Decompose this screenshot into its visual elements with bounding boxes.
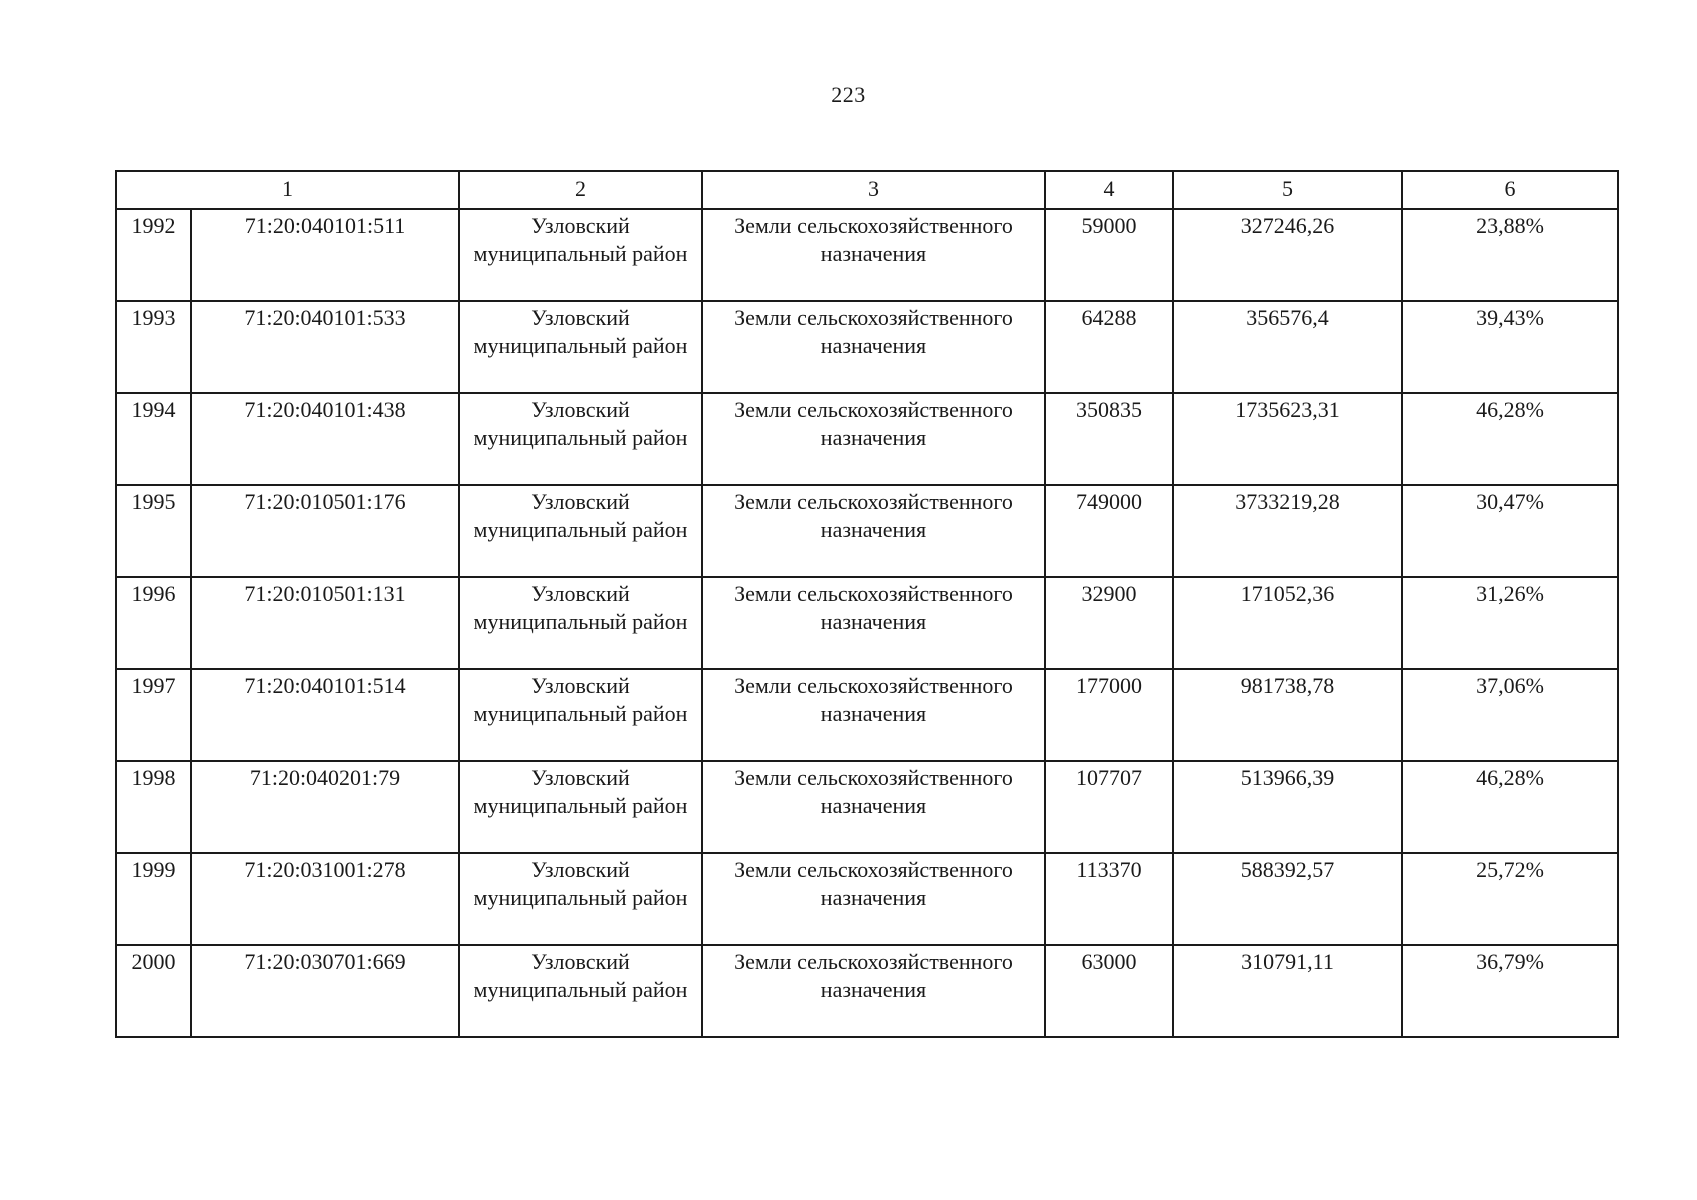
district-cell: Узловский муниципальный район bbox=[459, 853, 702, 945]
cadastral-value-cell: 3733219,28 bbox=[1173, 485, 1402, 577]
row-number-cell: 1999 bbox=[116, 853, 191, 945]
cadastral-number-cell: 71:20:010501:131 bbox=[191, 577, 459, 669]
cadastral-value-cell: 356576,4 bbox=[1173, 301, 1402, 393]
cadastral-value-cell: 171052,36 bbox=[1173, 577, 1402, 669]
cadastral-number-cell: 71:20:030701:669 bbox=[191, 945, 459, 1037]
percent-cell: 31,26% bbox=[1402, 577, 1618, 669]
table-row bbox=[116, 209, 1618, 301]
land-category-cell: Земли сельскохозяйственного назначения bbox=[702, 577, 1045, 669]
cadastral-number-cell: 71:20:040101:533 bbox=[191, 301, 459, 393]
table-row bbox=[116, 669, 1618, 761]
land-category-cell: Земли сельскохозяйственного назначения bbox=[702, 853, 1045, 945]
area-cell: 177000 bbox=[1045, 669, 1173, 761]
page-number: 223 bbox=[831, 82, 866, 107]
area-cell: 350835 bbox=[1045, 393, 1173, 485]
column-number-row bbox=[116, 171, 1618, 209]
row-number-cell: 1997 bbox=[116, 669, 191, 761]
percent-cell: 25,72% bbox=[1402, 853, 1618, 945]
column-header-5: 5 bbox=[1173, 171, 1402, 209]
table-row bbox=[116, 945, 1618, 1037]
district-cell: Узловский муниципальный район bbox=[459, 301, 702, 393]
percent-cell: 23,88% bbox=[1402, 209, 1618, 301]
cadastral-value-cell: 327246,26 bbox=[1173, 209, 1402, 301]
percent-cell: 36,79% bbox=[1402, 945, 1618, 1037]
row-number-cell: 1995 bbox=[116, 485, 191, 577]
area-cell: 63000 bbox=[1045, 945, 1173, 1037]
percent-cell: 30,47% bbox=[1402, 485, 1618, 577]
area-cell: 107707 bbox=[1045, 761, 1173, 853]
column-header-6: 6 bbox=[1402, 171, 1618, 209]
land-category-cell: Земли сельскохозяйственного назначения bbox=[702, 393, 1045, 485]
column-header-4: 4 bbox=[1045, 171, 1173, 209]
row-number-cell: 1996 bbox=[116, 577, 191, 669]
percent-cell: 46,28% bbox=[1402, 393, 1618, 485]
land-category-cell: Земли сельскохозяйственного назначения bbox=[702, 761, 1045, 853]
table-row bbox=[116, 301, 1618, 393]
percent-cell: 39,43% bbox=[1402, 301, 1618, 393]
cadastral-number-cell: 71:20:040101:511 bbox=[191, 209, 459, 301]
row-number-cell: 1994 bbox=[116, 393, 191, 485]
district-cell: Узловский муниципальный район bbox=[459, 669, 702, 761]
cadastral-number-cell: 71:20:040101:514 bbox=[191, 669, 459, 761]
row-number-cell: 1998 bbox=[116, 761, 191, 853]
cadastral-value-cell: 1735623,31 bbox=[1173, 393, 1402, 485]
column-header-3: 3 bbox=[702, 171, 1045, 209]
table-row bbox=[116, 577, 1618, 669]
district-cell: Узловский муниципальный район bbox=[459, 761, 702, 853]
cadastral-number-cell: 71:20:031001:278 bbox=[191, 853, 459, 945]
table-row bbox=[116, 393, 1618, 485]
district-cell: Узловский муниципальный район bbox=[459, 485, 702, 577]
cadastral-number-cell: 71:20:010501:176 bbox=[191, 485, 459, 577]
land-category-cell: Земли сельскохозяйственного назначения bbox=[702, 209, 1045, 301]
area-cell: 32900 bbox=[1045, 577, 1173, 669]
area-cell: 64288 bbox=[1045, 301, 1173, 393]
row-number-cell: 1993 bbox=[116, 301, 191, 393]
district-cell: Узловский муниципальный район bbox=[459, 577, 702, 669]
table-row bbox=[116, 485, 1618, 577]
area-cell: 749000 bbox=[1045, 485, 1173, 577]
column-header-1: 1 bbox=[116, 171, 459, 209]
cadastral-value-cell: 310791,11 bbox=[1173, 945, 1402, 1037]
row-number-cell: 2000 bbox=[116, 945, 191, 1037]
percent-cell: 46,28% bbox=[1402, 761, 1618, 853]
land-category-cell: Земли сельскохозяйственного назначения bbox=[702, 669, 1045, 761]
table-row bbox=[116, 761, 1618, 853]
land-plots-table bbox=[115, 170, 1619, 1038]
land-category-cell: Земли сельскохозяйственного назначения bbox=[702, 301, 1045, 393]
land-category-cell: Земли сельскохозяйственного назначения bbox=[702, 485, 1045, 577]
land-category-cell: Земли сельскохозяйственного назначения bbox=[702, 945, 1045, 1037]
district-cell: Узловский муниципальный район bbox=[459, 209, 702, 301]
area-cell: 59000 bbox=[1045, 209, 1173, 301]
column-header-2: 2 bbox=[459, 171, 702, 209]
cadastral-number-cell: 71:20:040101:438 bbox=[191, 393, 459, 485]
area-cell: 113370 bbox=[1045, 853, 1173, 945]
district-cell: Узловский муниципальный район bbox=[459, 945, 702, 1037]
percent-cell: 37,06% bbox=[1402, 669, 1618, 761]
district-cell: Узловский муниципальный район bbox=[459, 393, 702, 485]
table-body bbox=[116, 171, 1618, 1037]
cadastral-value-cell: 513966,39 bbox=[1173, 761, 1402, 853]
table-row bbox=[116, 853, 1618, 945]
cadastral-value-cell: 588392,57 bbox=[1173, 853, 1402, 945]
cadastral-value-cell: 981738,78 bbox=[1173, 669, 1402, 761]
row-number-cell: 1992 bbox=[116, 209, 191, 301]
cadastral-number-cell: 71:20:040201:79 bbox=[191, 761, 459, 853]
